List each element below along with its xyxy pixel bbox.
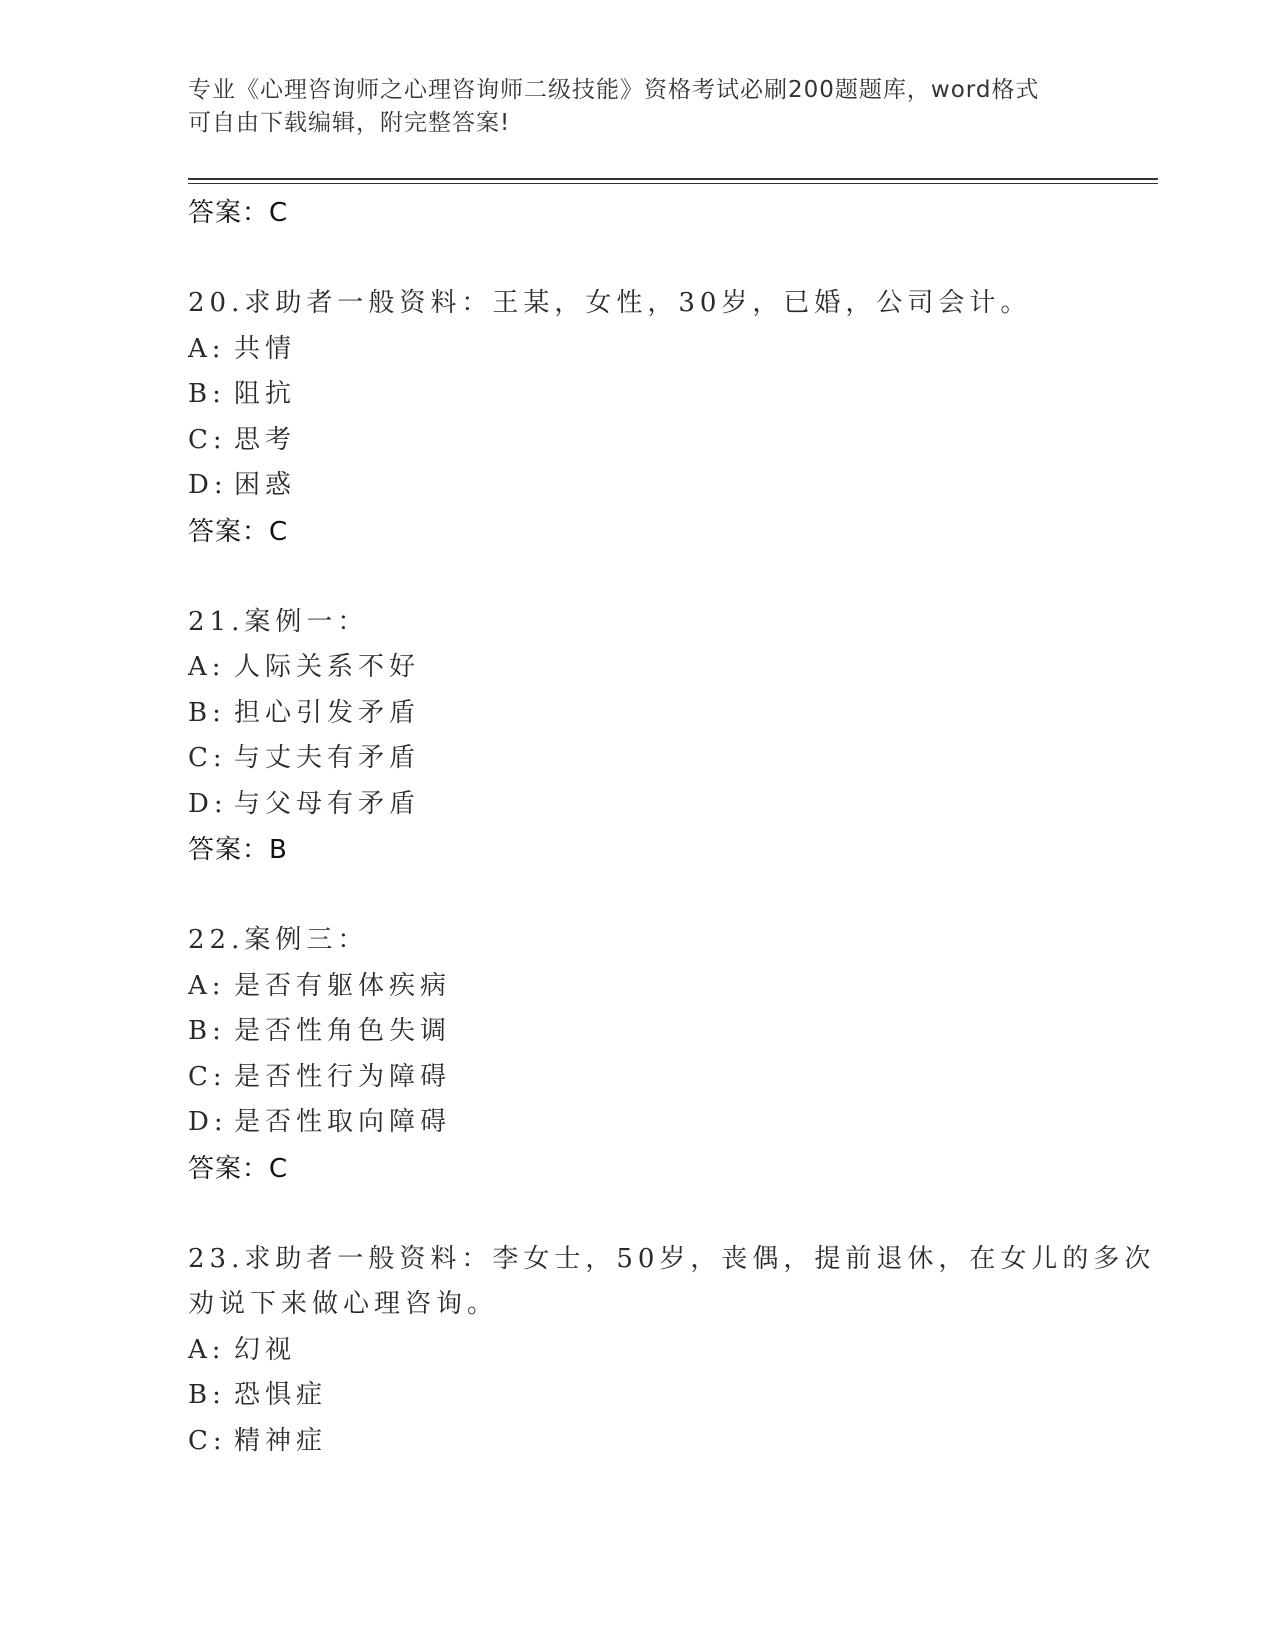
header-divider-thin [188,183,1158,184]
option-text: 是否有躯体疾病 [234,970,452,1001]
option-d [188,463,1148,509]
option-text: 幻视 [234,1334,297,1365]
option-text: 共情 [234,333,297,364]
option-text: 与丈夫有矛盾 [234,743,421,773]
option-b [188,1373,1148,1419]
spacer [188,1192,1148,1237]
option-text: 是否性取向障碍 [234,1107,452,1137]
option-text: 是否性角色失调 [234,1016,452,1046]
option-c [188,1419,1148,1465]
header-line-1: 专业《心理咨询师之心理咨询师二级技能》资格考试必刷200题题库，word格式 [188,77,1040,103]
option-text: 阻抗 [234,379,297,409]
question-block [188,281,1148,555]
option-letter: B: [188,697,226,728]
answer-line: 答案：C [188,1153,289,1184]
question-text-line-1: 23.求助者一般资料：李女士，50岁，丧偶，提前退休，在女儿的多次 [188,1243,1156,1274]
option-letter: B: [188,1016,226,1046]
option-a [188,964,1148,1010]
option-text: 思考 [234,424,297,455]
option-d [188,1100,1148,1146]
option-letter: D: [188,1107,228,1137]
question-list [188,190,1156,1464]
answer-line: 答案：C [188,516,289,547]
option-text: 与父母有矛盾 [234,788,421,819]
option-letter: D: [188,788,228,819]
question-text: 21.案例一： [188,606,369,637]
spacer [188,873,1148,918]
answer-line: 答案：B [188,835,288,865]
question-block [188,1237,1156,1465]
option-letter: B: [188,379,226,409]
option-text: 人际关系不好 [234,652,421,682]
question-block [188,600,1148,874]
option-letter: A: [188,652,226,682]
option-letter: D: [188,470,228,500]
question-text: 22.案例三： [188,925,369,955]
header-divider-thick [188,178,1158,180]
option-c [188,418,1148,464]
header-line-2: 可自由下载编辑，附完整答案! [188,110,511,136]
option-letter: C: [188,424,227,455]
option-d [188,782,1148,828]
question-text: 20.求助者一般资料：王某，女性，30岁，已婚，公司会计。 [188,288,1032,318]
option-letter: A: [188,333,226,364]
question-block [188,918,1148,1192]
option-b [188,372,1148,418]
option-letter: A: [188,970,226,1001]
option-a [188,645,1148,691]
option-b [188,691,1148,737]
option-letter: C: [188,743,227,773]
option-letter: A: [188,1334,226,1365]
option-letter: C: [188,1061,227,1092]
option-b [188,1009,1148,1055]
option-a [188,327,1148,373]
option-text: 恐惧症 [234,1380,328,1410]
previous-answer: 答案：C [188,198,289,228]
option-text: 担心引发矛盾 [234,697,421,728]
question-text-line-2: 劝说下来做心理咨询。 [188,1289,499,1319]
option-a [188,1328,1148,1374]
option-c [188,1055,1148,1101]
option-letter: B: [188,1380,226,1410]
option-text: 精神症 [234,1425,328,1456]
option-c [188,736,1148,782]
spacer [188,555,1148,600]
document-header [188,74,1088,140]
option-text: 是否性行为障碍 [234,1061,452,1092]
spacer [188,236,1148,281]
option-letter: C: [188,1425,227,1456]
option-text: 困惑 [234,470,297,500]
